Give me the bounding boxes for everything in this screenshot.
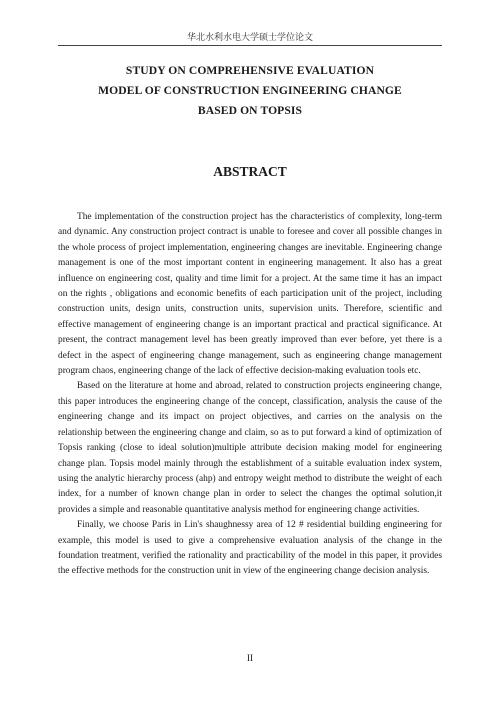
title-line-3: BASED ON TOPSIS — [197, 104, 303, 117]
running-header: 华北水利水电大学硕士学位论文 — [186, 33, 313, 43]
page-number: II — [246, 654, 254, 664]
abstract-paragraph-3: Finally, we choose Paris in Lin's shaughnessy area of 12 # residential building engineering for example, this model is used to give a comprehensive evaluation analysis of the change in the foundation treatment, verified the rationality and practicability of the model in this paper, it provides the effective methods for the construction unit in view of the engineering change decision analysis. — [58, 520, 442, 577]
title-line-2: MODEL OF CONSTRUCTION ENGINEERING CHANGE — [98, 84, 402, 97]
abstract-body — [58, 210, 442, 580]
thesis-title — [58, 61, 442, 121]
abstract-heading: ABSTRACT — [213, 164, 287, 179]
header-rule — [58, 45, 442, 46]
abstract-paragraph-2: Based on the literature at home and abroad, related to construction projects engineering change, this paper introduces the engineering change of the concept, classification, analysis the cause of the engineering change and its impact on project objectives, and carries on the analysis on the relationship between the engineering change and claim, so as to put forward a kind of optimization of Topsis ranking (close to ideal solution)multiple attribute decision making model for engineering change plan. Topsis model mainly through the establishment of a suitable evaluation index system, using the analytic hierarchy process (ahp) and entropy weight method to distribute the weight of each index, for a number of known change plan in order to select the changes the optimal solution,it provides a simple and reasonable quantitative analysis method for engineering change activities. — [58, 381, 442, 515]
title-line-1: STUDY ON COMPREHENSIVE EVALUATION — [125, 64, 375, 77]
abstract-paragraph-1: The implementation of the construction project has the characteristics of complexity, long-term and dynamic. Any construction project contract is unable to foresee and cover all possible changes in the whole process of project implementation, engineering changes are inevitable. Engineering change management is one of the most important content in engineering management. It also has a great influence on engineering cost, quality and time limit for a project. At the same time it has an impact on the rights , obligations and economic benefits of each participation unit of the project, including construction units, design units, construction units, supervision units. Therefore, scientific and effective management of engineering change is an important practical and practical significance. At present, the contract management level has been greatly improved than ever before, yet there is a defect in the aspect of engineering change management, such as engineering change management program chaos, engineering change of the lack of effective decision-making evaluation tools etc. — [58, 212, 442, 377]
